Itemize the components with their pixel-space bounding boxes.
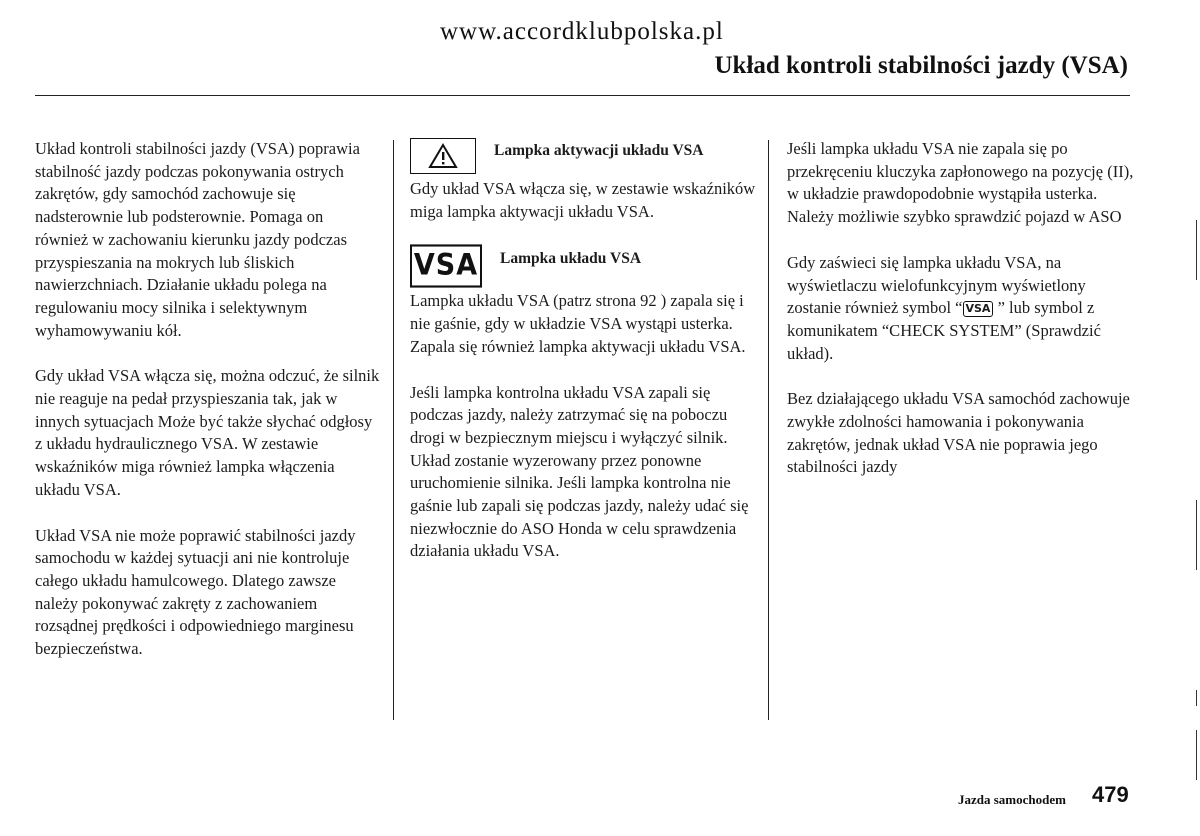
paragraph-limitations: Układ VSA nie może poprawić stabilności jazdy samochodu w każdej sytuacji ani nie kontroluje całego układu hamulcowego. Dlatego zawsze należy pokonywać zakręty z zachowaniem rozsądnej prędkości i odpowiedniego marginesu bezpieczeństwa.	[35, 525, 356, 659]
column-left	[35, 138, 380, 684]
section-title: Układ kontroli stabilności jazdy (VSA)	[714, 52, 1128, 79]
edge-mark	[1196, 730, 1197, 780]
column-divider-2	[768, 140, 769, 720]
vsa-lamp-heading: Lampka układu VSA	[500, 250, 642, 268]
activation-lamp-text: Gdy układ VSA włącza się, w zestawie wskaźników miga lampka aktywacji układu VSA.	[410, 179, 756, 221]
activation-lamp-header	[410, 138, 760, 174]
paragraph-intro: Układ kontroli stabilności jazdy (VSA) poprawia stabilność jazdy podczas pokonywania ostrych zakrętów, gdy samochód zachowuje się nadsterownie lub podsterownie. Pomaga on również w zachowaniu kierunku jazdy podczas przyspieszania na mokrych lub śliskich nawierzchniach. Działanie układu polega na regulowaniu mocy silnika i selektywnym wyhamowywaniu kół.	[35, 139, 360, 340]
vsa-lamp-header	[410, 246, 760, 286]
display-symbol-text-after: ” lub symbol z komunikatem “CHECK SYSTEM” (Sprawdzić układ).	[787, 298, 1101, 363]
edge-mark	[1196, 500, 1197, 570]
column-right	[787, 138, 1137, 502]
paragraph-vsa-warning: Jeśli lampka kontrolna układu VSA zapali się podczas jazdy, należy zatrzymać się na poboczu drogi w bezpiecznym miejscu i wyłączyć silnik. Układ zostanie wyzerowany przez ponowne uruchomienie silnika. Jeśli lampka kontrolna nie gaśnie lub zapali się podczas jazdy, należy udać się niezwłocznie do ASO Honda w celu sprawdzenia działania układu VSA.	[410, 382, 749, 561]
warning-triangle-icon	[410, 138, 476, 174]
column-middle	[410, 138, 760, 586]
paragraph-display-symbol	[787, 252, 1137, 366]
watermark: www.accordklubpolska.pl	[440, 18, 724, 45]
page-number: 479	[1092, 782, 1129, 807]
column-divider-1	[393, 140, 394, 720]
paragraph-activation: Gdy układ VSA włącza się, można odczuć, że silnik nie reaguje na pedał przyspieszania tak, jak w innych sytuacjach Może być także słychać odgłosy z układu hydraulicznego VSA. W zestawie wskaźników miga również lampka włączenia układu VSA.	[35, 366, 380, 499]
activation-lamp-heading: Lampka aktywacji układu VSA	[494, 142, 704, 159]
paragraph-ignition-check: Jeśli lampka układu VSA nie zapala się po przekręceniu kluczyka zapłonowego na pozycję (II), w układzie prawdopodobnie wystąpiła usterka. Należy możliwie szybko sprawdzić pojazd w ASO	[787, 139, 1134, 227]
edge-mark	[1196, 690, 1197, 706]
header-rule	[35, 95, 1130, 96]
display-symbol-text-before: Gdy zaświeci się lampka układu VSA, na wyświetlaczu wielofunkcyjnym wyświetlony zostanie również symbol “	[787, 252, 1086, 318]
footer-section-label: Jazda samochodem	[958, 792, 1066, 807]
edge-mark	[1196, 220, 1197, 280]
paragraph-without-vsa: Bez działającego układu VSA samochód zachowuje zwykłe zdolności hamowania i pokonywania zakrętów, jednak układ VSA nie poprawia jego stabilności jazdy	[787, 389, 1130, 477]
vsa-icon: VSA	[410, 245, 482, 288]
vsa-symbol-icon: VSA	[963, 301, 994, 317]
vsa-lamp-text: Lampka układu VSA (patrz strona 92 ) zapala się i nie gaśnie, gdy w układzie VSA wystąpi usterka. Zapala się również lampka aktywacji układu VSA.	[410, 291, 746, 356]
